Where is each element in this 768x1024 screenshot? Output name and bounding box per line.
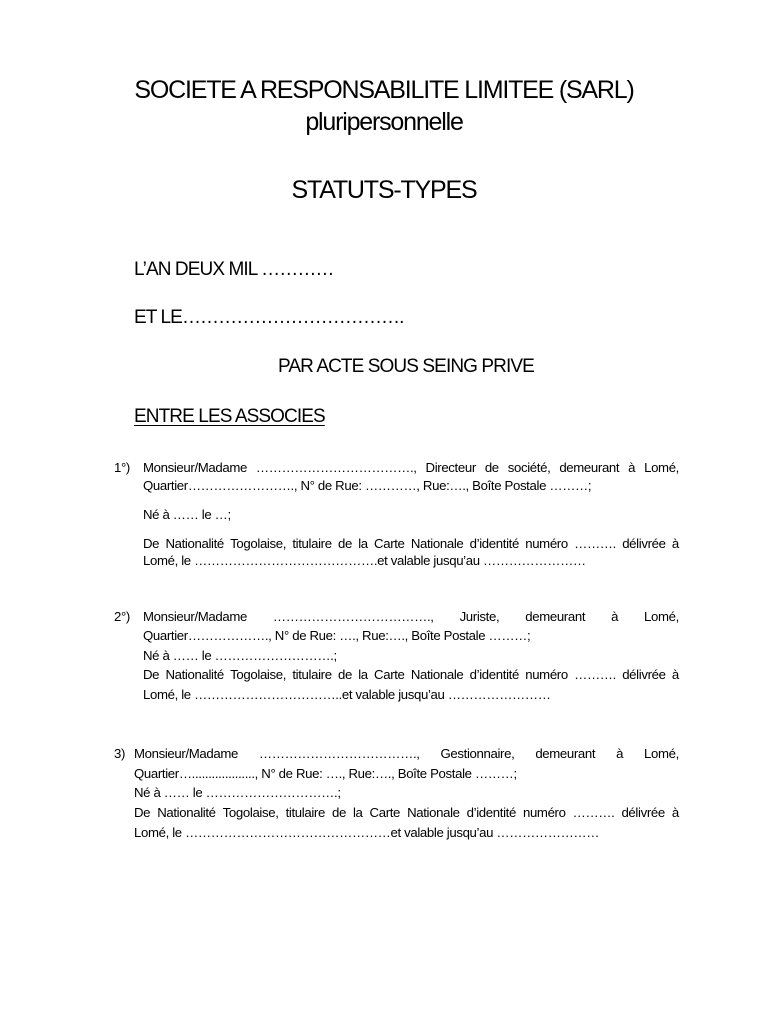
associe-line-identity bbox=[134, 745, 679, 763]
associe-number: 2°) bbox=[114, 609, 130, 624]
associe-line-address: Quartier…..................., N° de Rue: …., Rue:…., Boîte Postale ………; bbox=[134, 766, 517, 781]
word: Directeur bbox=[425, 460, 476, 475]
word: Nationale bbox=[410, 536, 464, 551]
word: Togolaise, bbox=[230, 667, 287, 682]
word: Carte bbox=[369, 805, 401, 820]
word: Lomé, bbox=[644, 460, 679, 475]
word: De bbox=[143, 667, 160, 682]
associe-line-validity: Lomé, le ……………………………..et valable jusqu’au …………………… bbox=[143, 687, 551, 702]
word: numéro bbox=[525, 536, 568, 551]
word: titulaire bbox=[292, 536, 332, 551]
word: Nationalité bbox=[165, 536, 224, 551]
word: la bbox=[352, 805, 363, 820]
word: demeurant bbox=[559, 460, 620, 475]
word: à bbox=[611, 609, 619, 624]
word: demeurant bbox=[525, 609, 586, 624]
word: délivrée bbox=[622, 536, 666, 551]
word: de bbox=[484, 460, 499, 475]
date-line: ET LE………………………………. bbox=[134, 307, 404, 328]
word: ………………………………., bbox=[255, 460, 417, 475]
associe-line-validity: Lomé, le …………………………………………et valable jusqu’au …………………… bbox=[134, 825, 600, 840]
word: délivrée bbox=[622, 667, 666, 682]
associe-line-identity bbox=[143, 459, 679, 477]
word: Nationale bbox=[410, 667, 464, 682]
word: Nationalité bbox=[157, 805, 216, 820]
word: à bbox=[616, 746, 624, 761]
document-title: SOCIETE A RESPONSABILITE LIMITEE (SARL) bbox=[134, 76, 634, 104]
word: ………. bbox=[574, 667, 616, 682]
word: Carte bbox=[374, 667, 405, 682]
associe-line-validity: Lomé, le …………………………………….et valable jusqu’au …………………… bbox=[143, 553, 586, 568]
word: titulaire bbox=[285, 805, 325, 820]
word: numéro bbox=[525, 667, 568, 682]
word: titulaire bbox=[292, 667, 332, 682]
document-title-line2: pluripersonnelle bbox=[305, 108, 463, 136]
word: de bbox=[337, 667, 352, 682]
word: Monsieur/Madame bbox=[134, 746, 238, 761]
word: ………. bbox=[572, 805, 615, 820]
deed-type-line: PAR ACTE SOUS SEING PRIVE bbox=[278, 356, 534, 377]
word: d’identité bbox=[469, 536, 519, 551]
word: à bbox=[628, 460, 636, 475]
word: de bbox=[337, 536, 352, 551]
word: Juriste, bbox=[459, 609, 500, 624]
year-line: L’AN DEUX MIL ………… bbox=[134, 259, 334, 280]
associe-line-birth: Né à …… le ……………………….; bbox=[143, 648, 337, 663]
word: demeurant bbox=[535, 746, 596, 761]
word: la bbox=[358, 536, 368, 551]
word: Lomé, bbox=[644, 746, 679, 761]
word: société, bbox=[507, 460, 551, 475]
associe-line-address: Quartier……………………., N° de Rue: …………, Rue:…., Boîte Postale ………; bbox=[143, 478, 592, 493]
associe-line-nationality bbox=[134, 804, 679, 822]
word: ………………………………., bbox=[272, 609, 434, 624]
word: de bbox=[331, 805, 346, 820]
associe-line-birth: Né à …… le ………………………….; bbox=[134, 785, 341, 800]
word: ………. bbox=[574, 536, 616, 551]
associe-line-address: Quartier………………., N° de Rue: …., Rue:…., Boîte Postale ………; bbox=[143, 628, 531, 643]
partners-heading: ENTRE LES ASSOCIES bbox=[134, 406, 325, 427]
word: numéro bbox=[522, 805, 566, 820]
word: De bbox=[134, 805, 151, 820]
associe-number: 3) bbox=[114, 746, 126, 761]
document-subtitle: STATUTS-TYPES bbox=[291, 176, 477, 204]
word: d’identité bbox=[469, 667, 519, 682]
associe-line-nationality bbox=[143, 535, 679, 553]
associe-line-identity bbox=[143, 608, 679, 626]
word: Togolaise, bbox=[222, 805, 279, 820]
word: Nationale bbox=[407, 805, 460, 820]
word: De bbox=[143, 536, 160, 551]
word: à bbox=[671, 667, 679, 682]
word: Gestionnaire, bbox=[440, 746, 515, 761]
word: ………………………………., bbox=[258, 746, 420, 761]
word: Lomé, bbox=[644, 609, 679, 624]
word: à bbox=[671, 805, 679, 820]
word: Monsieur/Madame bbox=[143, 609, 247, 624]
word: à bbox=[671, 536, 679, 551]
word: délivrée bbox=[621, 805, 665, 820]
word: d’identité bbox=[466, 805, 516, 820]
associe-line-nationality bbox=[143, 666, 679, 684]
word: Monsieur/Madame bbox=[143, 460, 247, 475]
word: la bbox=[358, 667, 368, 682]
associe-line-birth: Né à …… le …; bbox=[143, 507, 231, 522]
associe-number: 1°) bbox=[114, 460, 130, 475]
word: Togolaise, bbox=[230, 536, 287, 551]
word: Nationalité bbox=[165, 667, 224, 682]
word: Carte bbox=[374, 536, 405, 551]
